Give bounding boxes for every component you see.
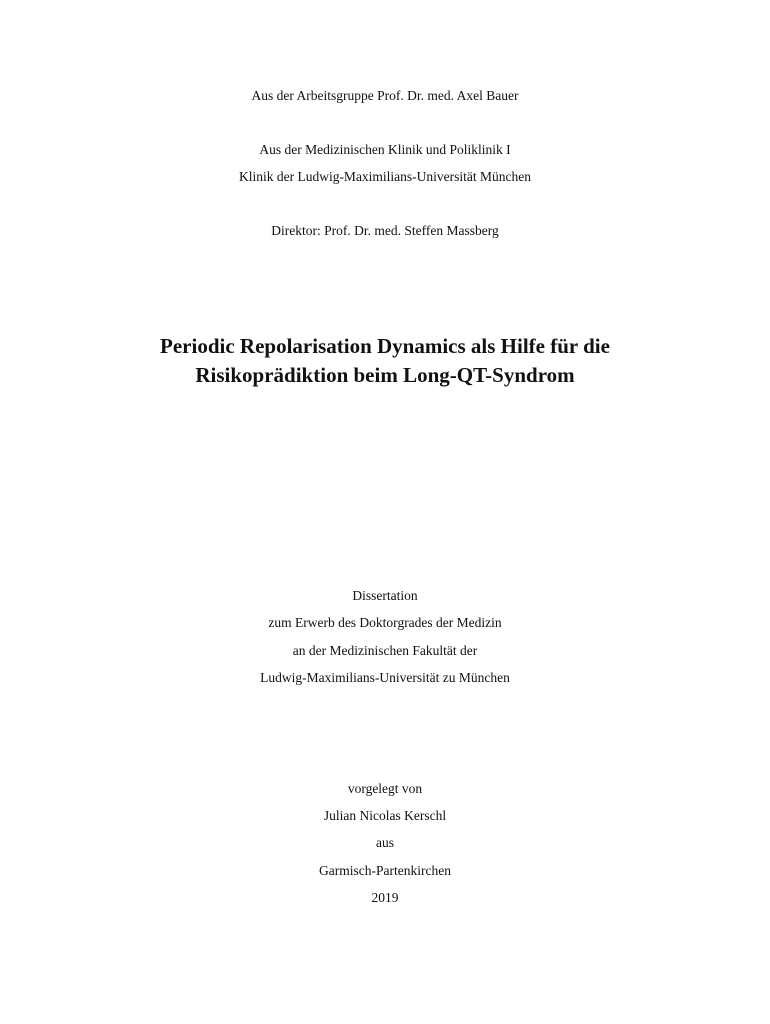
clinic-line: Aus der Medizinischen Klinik und Poliklinik I	[259, 142, 511, 157]
dissertation-label: Dissertation	[352, 588, 418, 603]
faculty-line: an der Medizinischen Fakultät der	[292, 643, 478, 658]
author-name: Julian Nicolas Kerschl	[323, 808, 447, 823]
director-line: Direktor: Prof. Dr. med. Steffen Massberg	[271, 223, 499, 238]
working-group-line: Aus der Arbeitsgruppe Prof. Dr. med. Axel Bauer	[251, 88, 519, 103]
university-line: Ludwig-Maximilians-Universität zu München	[260, 670, 510, 685]
presented-by-line: vorgelegt von	[347, 781, 423, 796]
degree-purpose-line: zum Erwerb des Doktorgrades der Medizin	[268, 615, 502, 630]
from-line: aus	[376, 835, 394, 850]
thesis-title-line-2: Risikoprädiktion beim Long-QT-Syndrom	[195, 363, 575, 387]
author-hometown: Garmisch-Partenkirchen	[319, 863, 451, 878]
thesis-title-line-1: Periodic Repolarisation Dynamics als Hilfe für die	[160, 334, 610, 358]
year-line: 2019	[371, 890, 399, 905]
university-clinic-line: Klinik der Ludwig-Maximilians-Universität München	[238, 169, 532, 184]
